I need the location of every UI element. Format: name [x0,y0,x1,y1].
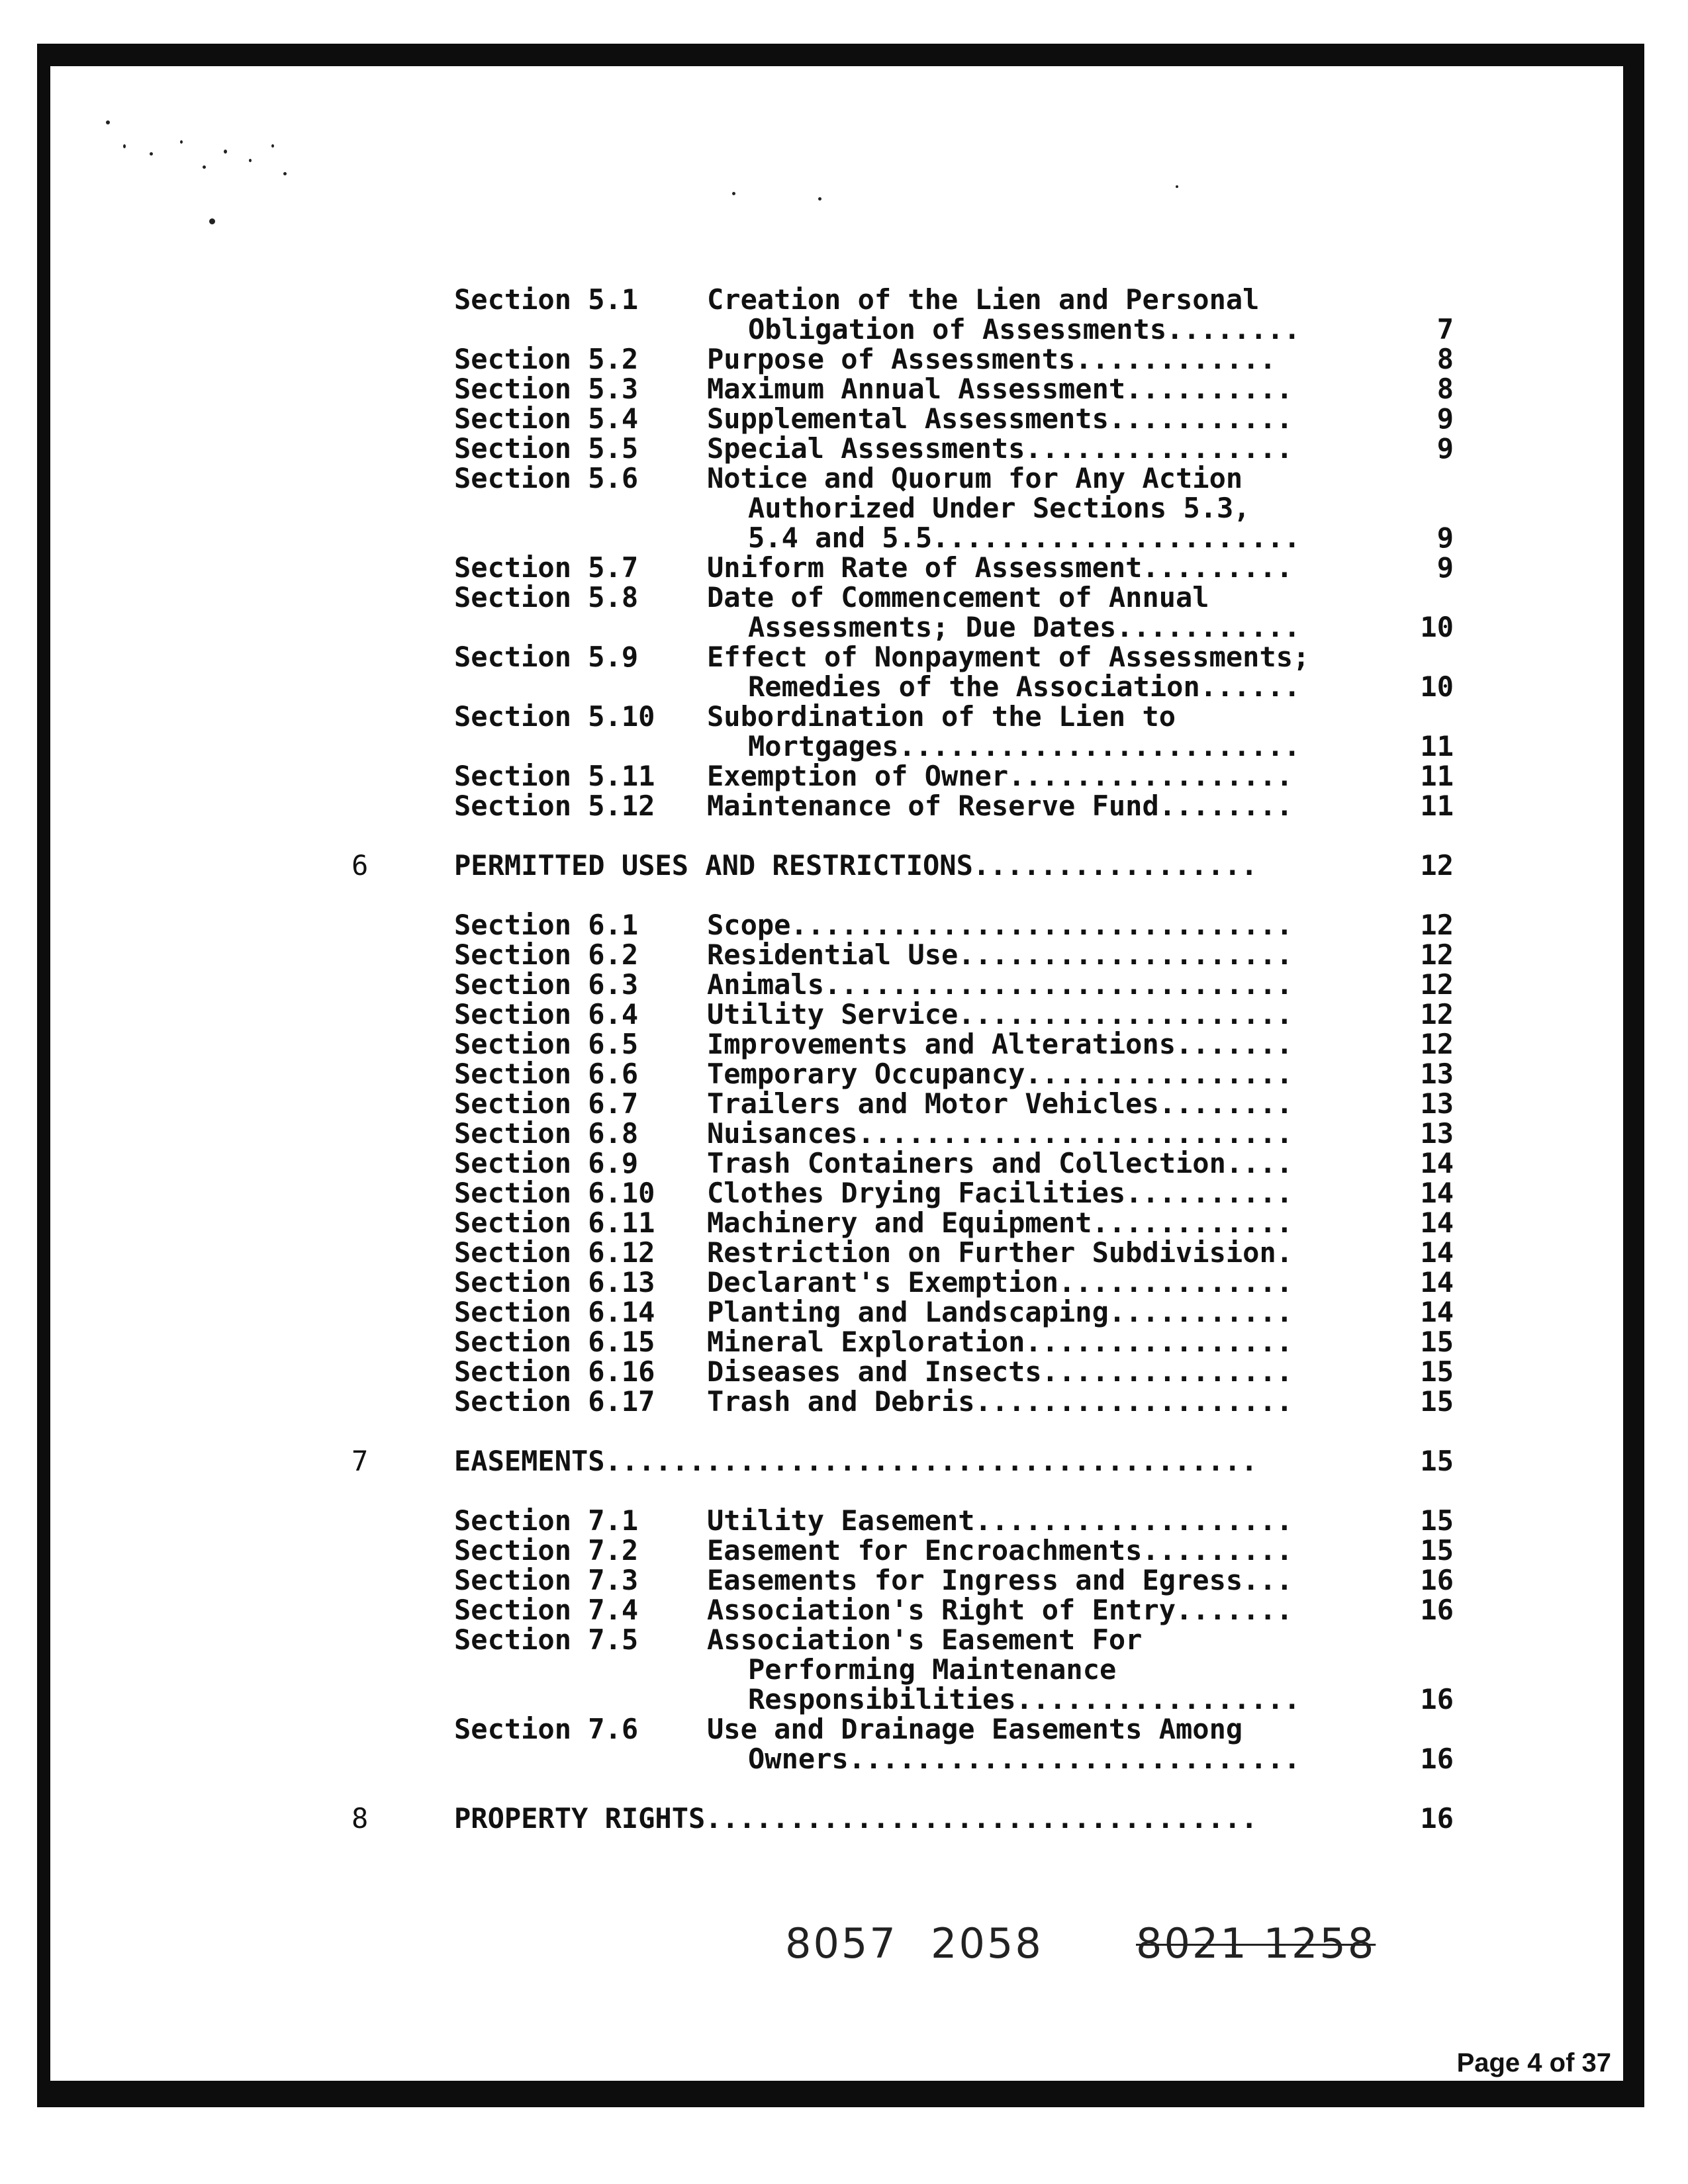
article-number: 8 [352,1802,369,1835]
article-number: 7 [352,1445,369,1477]
toc-section-row [50,1238,1623,1267]
section-number: Section 5.11 [454,760,655,792]
section-title: Special Assessments................ [707,432,1293,465]
toc-section-row [50,1535,1623,1565]
section-title: Trash Containers and Collection.... [707,1147,1293,1179]
section-title: Exemption of Owner................. [707,760,1293,792]
section-title: Assessments; Due Dates........... [748,611,1301,643]
section-number: Section 7.1 [454,1504,639,1537]
page-number: 13 [1420,1087,1454,1120]
page-number: 15 [1420,1385,1454,1418]
section-number: Section 6.15 [454,1326,655,1358]
page-number: 14 [1420,1206,1454,1239]
scan-speck [209,218,215,224]
section-number: Section 6.13 [454,1266,655,1298]
scan-speck [224,150,227,154]
section-title: Nuisances.......................... [707,1117,1293,1150]
page-number: 11 [1420,790,1454,822]
section-title: Restriction on Further Subdivision. [707,1236,1293,1269]
toc-section-row [50,374,1623,404]
stamp-crossed-out-number: 8021 1258 [1136,1919,1376,1968]
section-number: Section 5.5 [454,432,639,465]
section-number: Section 6.7 [454,1087,639,1120]
toc-section-row [50,1387,1623,1416]
section-number: Section 6.12 [454,1236,655,1269]
section-number: Section 6.9 [454,1147,639,1179]
page-number: 16 [1420,1683,1454,1715]
section-number: Section 6.2 [454,938,639,971]
section-title: Owners........................... [748,1743,1301,1775]
page-number: 13 [1420,1058,1454,1090]
page-number: 14 [1420,1147,1454,1179]
page-number: 8 [1436,373,1454,405]
section-title: Authorized Under Sections 5.3, [748,492,1250,524]
toc-article-row [50,1446,1623,1476]
toc-section-row [50,791,1623,821]
scan-speck [283,172,287,175]
toc-section-row [50,1118,1623,1148]
section-number: Section 6.4 [454,998,639,1030]
article-number: 6 [352,849,369,882]
section-title: Responsibilities................. [748,1683,1301,1715]
toc-section-row [50,553,1623,582]
toc-section-row [50,761,1623,791]
toc-section-row [50,1506,1623,1535]
toc-section-continuation [50,1744,1623,1774]
page-number: 16 [1420,1594,1454,1626]
toc-section-row [50,1595,1623,1625]
page-number: 12 [1420,1028,1454,1060]
section-number: Section 5.1 [454,283,639,316]
section-title: Subordination of the Lien to [707,700,1176,733]
section-title: Mortgages........................ [748,730,1301,762]
toc-section-row [50,404,1623,433]
section-title: Machinery and Equipment............ [707,1206,1293,1239]
toc-section-row [50,642,1623,672]
section-title: Clothes Drying Facilities.......... [707,1177,1293,1209]
section-title: Use and Drainage Easements Among [707,1713,1243,1745]
section-number: Section 5.9 [454,641,639,673]
section-title: Trash and Debris................... [707,1385,1293,1418]
page-number: 12 [1420,998,1454,1030]
toc-section-row [50,433,1623,463]
toc-section-continuation [50,1684,1623,1714]
toc-section-row [50,1178,1623,1208]
section-number: Section 6.16 [454,1355,655,1388]
section-title: Date of Commencement of Annual [707,581,1209,614]
toc-section-row [50,344,1623,374]
section-number: Section 6.11 [454,1206,655,1239]
document-page [37,44,1644,2107]
section-number: Section 7.3 [454,1564,639,1596]
section-number: Section 5.7 [454,551,639,584]
toc-section-row [50,1148,1623,1178]
page-number: 12 [1420,938,1454,971]
toc-section-row [50,1267,1623,1297]
toc-section-continuation [50,612,1623,642]
article-title: PERMITTED USES AND RESTRICTIONS................. [454,849,1258,882]
section-title: Easements for Ingress and Egress... [707,1564,1293,1596]
section-number: Section 5.4 [454,402,639,435]
page-number: 12 [1420,909,1454,941]
toc-section-continuation [50,314,1623,344]
toc-section-row [50,702,1623,731]
page-number: 9 [1436,522,1454,554]
toc-section-row [50,1297,1623,1327]
section-title: Mineral Exploration................ [707,1326,1293,1358]
section-number: Section 6.3 [454,968,639,1001]
page-number: 12 [1420,849,1454,882]
page-number: 8 [1436,343,1454,375]
page-number: 10 [1420,611,1454,643]
toc-article-row [50,1803,1623,1833]
section-title: Utility Easement................... [707,1504,1293,1537]
page-number: 16 [1420,1743,1454,1775]
scan-speck [818,197,821,201]
toc-section-row [50,285,1623,314]
section-number: Section 5.3 [454,373,639,405]
stamp-page-number: 2058 [931,1919,1043,1968]
toc-section-row [50,463,1623,493]
section-title: Effect of Nonpayment of Assessments; [707,641,1310,673]
page-number: 11 [1420,730,1454,762]
section-number: Section 6.10 [454,1177,655,1209]
page-number: 15 [1420,1445,1454,1477]
section-title: Purpose of Assessments............ [707,343,1276,375]
section-number: Section 6.14 [454,1296,655,1328]
toc-section-row [50,910,1623,940]
section-title: Remedies of the Association...... [748,670,1301,703]
section-title: Performing Maintenance [748,1653,1117,1686]
section-number: Section 5.6 [454,462,639,494]
page-number: 16 [1420,1802,1454,1835]
section-title: Supplemental Assessments........... [707,402,1293,435]
article-title: EASEMENTS....................................... [454,1445,1258,1477]
page-number: 9 [1436,551,1454,584]
section-number: Section 6.1 [454,909,639,941]
section-number: Section 6.17 [454,1385,655,1418]
toc-section-row [50,1327,1623,1357]
section-title: Residential Use.................... [707,938,1293,971]
scan-speck [732,192,735,195]
page-number: 15 [1420,1534,1454,1567]
toc-section-row [50,999,1623,1029]
section-title: Uniform Rate of Assessment......... [707,551,1293,584]
scan-speck [271,144,274,148]
page-number: 15 [1420,1504,1454,1537]
scan-speck [203,165,206,169]
page-number: 14 [1420,1177,1454,1209]
section-title: Improvements and Alterations....... [707,1028,1293,1060]
section-title: Obligation of Assessments........ [748,313,1301,345]
toc-section-continuation [50,523,1623,553]
page-number: 9 [1436,432,1454,465]
section-title: Association's Easement For [707,1623,1143,1656]
section-title: Diseases and Insects............... [707,1355,1293,1388]
section-title: Easement for Encroachments......... [707,1534,1293,1567]
section-title: Trailers and Motor Vehicles........ [707,1087,1293,1120]
scan-speck [123,144,126,148]
page-number: 10 [1420,670,1454,703]
toc-section-row [50,1625,1623,1655]
section-title: Notice and Quorum for Any Action [707,462,1243,494]
page-number: 15 [1420,1326,1454,1358]
toc-section-continuation [50,672,1623,702]
scan-speck [249,159,252,162]
section-number: Section 6.6 [454,1058,639,1090]
section-number: Section 7.2 [454,1534,639,1567]
section-title: Maximum Annual Assessment.......... [707,373,1293,405]
page-number: 16 [1420,1564,1454,1596]
toc-section-row [50,1208,1623,1238]
section-title: Scope.............................. [707,909,1293,941]
toc-section-row [50,1059,1623,1089]
section-title: Maintenance of Reserve Fund........ [707,790,1293,822]
section-number: Section 7.6 [454,1713,639,1745]
section-title: Planting and Landscaping........... [707,1296,1293,1328]
section-title: Association's Right of Entry....... [707,1594,1293,1626]
article-title: PROPERTY RIGHTS................................. [454,1802,1258,1835]
stamp-book-number: 8057 [785,1919,898,1968]
toc-section-row [50,1357,1623,1387]
page-number-footer: Page 4 of 37 [1456,2048,1611,2077]
section-title: Animals............................ [707,968,1293,1001]
toc-section-row [50,1029,1623,1059]
page-number: 11 [1420,760,1454,792]
toc-section-continuation [50,731,1623,761]
toc-section-row [50,1089,1623,1118]
section-number: Section 5.10 [454,700,655,733]
section-title: Temporary Occupancy................ [707,1058,1293,1090]
toc-section-row [50,1714,1623,1744]
section-number: Section 7.4 [454,1594,639,1626]
toc-article-row [50,850,1623,880]
page-number: 15 [1420,1355,1454,1388]
page-number: 14 [1420,1236,1454,1269]
toc-section-row [50,940,1623,970]
page-number: 7 [1436,313,1454,345]
scan-speck [180,140,183,144]
section-number: Section 6.5 [454,1028,639,1060]
scan-speck [1176,185,1178,188]
section-number: Section 5.2 [454,343,639,375]
section-number: Section 5.8 [454,581,639,614]
section-number: Section 5.12 [454,790,655,822]
page-number: 13 [1420,1117,1454,1150]
section-number: Section 6.8 [454,1117,639,1150]
section-title: Declarant's Exemption.............. [707,1266,1293,1298]
scan-speck [106,120,110,124]
page-number: 9 [1436,402,1454,435]
scan-speck [150,152,153,156]
page-number: 12 [1420,968,1454,1001]
section-title: Utility Service.................... [707,998,1293,1030]
toc-section-row [50,1565,1623,1595]
table-of-contents [50,66,1623,2081]
toc-section-continuation [50,1655,1623,1684]
section-title: 5.4 and 5.5...................... [748,522,1301,554]
toc-section-row [50,970,1623,999]
section-title: Creation of the Lien and Personal [707,283,1260,316]
page-number: 14 [1420,1266,1454,1298]
toc-section-continuation [50,493,1623,523]
page-number: 14 [1420,1296,1454,1328]
toc-section-row [50,582,1623,612]
section-number: Section 7.5 [454,1623,639,1656]
